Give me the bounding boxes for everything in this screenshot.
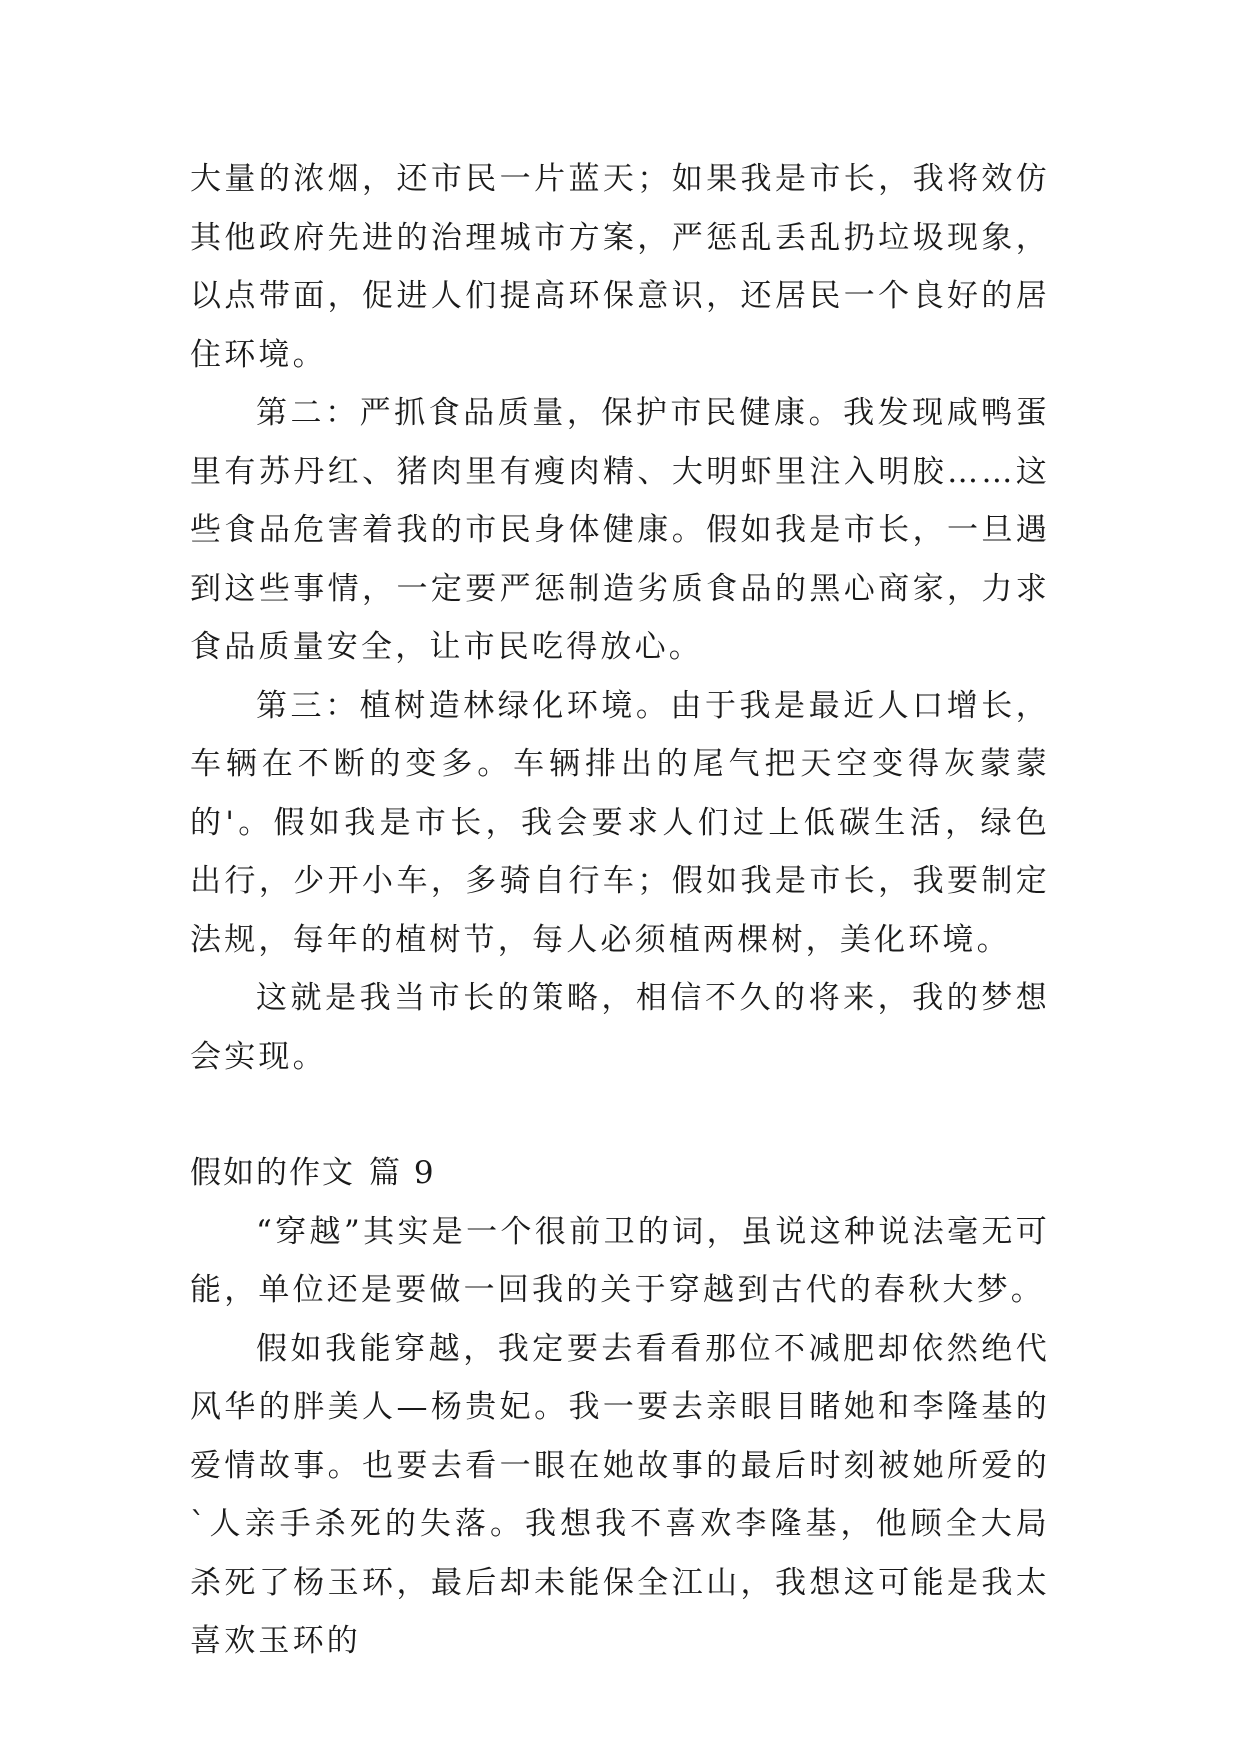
paragraph-conclusion: 这就是我当市长的策略，相信不久的将来，我的梦想会实现。: [190, 980, 1050, 1075]
document-body: [190, 150, 1050, 1671]
paragraph-time-travel-intro: “穿越”其实是一个很前卫的词，虽说这种说法毫无可能，单位还是要做一回我的关于穿越到古代的春秋大梦。: [190, 1213, 1050, 1308]
section-title: 假如的作文: [190, 1155, 355, 1191]
paragraph-tree-planting: 第三：植树造林绿化环境。由于我是最近人口增长，车辆在不断的变多。车辆排出的尾气把天空变得灰蒙蒙的'。假如我是市长，我会要求人们过上低碳生活，绿色出行，少开小车，多骑自行车；假如我是市长，我要制定法规，每年的植树节，每人必须植两棵树，美化环境。: [190, 687, 1050, 958]
section-heading: [190, 1144, 1050, 1203]
paragraph-yang-guifei: 假如我能穿越，我定要去看看那位不减肥却依然绝代风华的胖美人—杨贵妃。我一要去亲眼目睹她和李隆基的爱情故事。也要去看一眼在她故事的最后时刻被她所爱的`人亲手杀死的失落。我想我不喜欢李隆基，他顾全大局杀死了杨玉环，最后却未能保全江山，我想这可能是我太喜欢玉环的: [190, 1330, 1050, 1659]
paragraph-environment-continued: 大量的浓烟，还市民一片蓝天；如果我是市长，我将效仿其他政府先进的治理城市方案，严惩乱丢乱扔垃圾现象，以点带面，促进人们提高环保意识，还居民一个良好的居住环境。: [190, 161, 1050, 373]
section-number: 篇 9: [369, 1155, 436, 1191]
paragraph-food-quality: 第二：严抓食品质量，保护市民健康。我发现咸鸭蛋里有苏丹红、猪肉里有瘦肉精、大明虾里注入明胶……这些食品危害着我的市民身体健康。假如我是市长，一旦遇到这些事情，一定要严惩制造劣质食品的黑心商家，力求食品质量安全，让市民吃得放心。: [190, 395, 1050, 665]
